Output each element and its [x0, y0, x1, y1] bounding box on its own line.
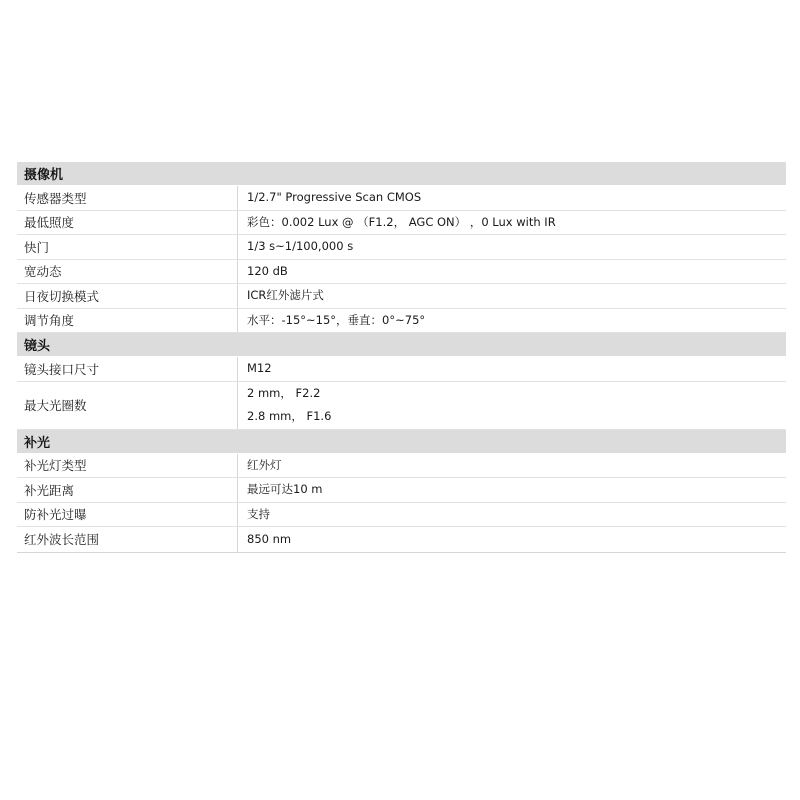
spec-value: [238, 382, 786, 429]
spec-row: [17, 235, 786, 260]
spec-label: 红外波长范围: [17, 527, 238, 552]
spec-value: [238, 503, 786, 527]
spec-value: [238, 454, 786, 478]
spec-value: [238, 235, 786, 259]
spec-value-line: ICR红外滤片式: [247, 288, 324, 303]
spec-value-line: 水平：-15°~15°，垂直：0°~75°: [247, 312, 426, 327]
spec-row: [17, 260, 786, 285]
spec-label: 日夜切换模式: [17, 284, 238, 308]
spec-value: [238, 260, 786, 284]
spec-row: [17, 284, 786, 309]
spec-row: [17, 503, 786, 528]
spec-table: [17, 162, 786, 553]
spec-value-line: 红外灯: [247, 457, 282, 472]
spec-row: [17, 186, 786, 211]
spec-row: [17, 309, 786, 334]
spec-value-line: 2 mm， F2.2: [247, 386, 321, 400]
spec-row: [17, 382, 786, 430]
spec-row: [17, 478, 786, 503]
spec-label: 镜头接口尺寸: [17, 357, 238, 381]
spec-value-line: 2.8 mm， F1.6: [247, 409, 332, 423]
spec-value-line: 彩色：0.002 Lux @ （F1.2， AGC ON） ，0 Lux with IR: [247, 214, 556, 229]
spec-value-line: 支持: [247, 506, 270, 521]
spec-row: [17, 211, 786, 236]
spec-value-line: M12: [247, 361, 272, 376]
spec-value-line: 850 nm: [247, 531, 292, 546]
section-header-lens: 镜头: [17, 333, 786, 357]
spec-label: 快门: [17, 235, 238, 259]
spec-label: 最低照度: [17, 211, 238, 235]
spec-value: [238, 284, 786, 308]
spec-value-line: 最远可达10 m: [247, 482, 323, 497]
spec-value-line: 1/3 s~1/100,000 s: [247, 239, 354, 254]
spec-value: [238, 527, 786, 552]
spec-value: [238, 357, 786, 381]
spec-label: 防补光过曝: [17, 503, 238, 527]
spec-value: [238, 211, 786, 235]
spec-label: 传感器类型: [17, 186, 238, 210]
spec-row: [17, 454, 786, 479]
spec-value: [238, 478, 786, 502]
spec-row: [17, 357, 786, 382]
spec-label: 补光距离: [17, 478, 238, 502]
spec-label: 宽动态: [17, 260, 238, 284]
spec-value: [238, 309, 786, 333]
section-header-camera: 摄像机: [17, 162, 786, 186]
spec-value-line: 120 dB: [247, 263, 288, 278]
spec-label: 补光灯类型: [17, 454, 238, 478]
spec-row: [17, 527, 786, 552]
spec-label: 最大光圈数: [17, 382, 238, 429]
section-header-fill-light: 补光: [17, 430, 786, 454]
spec-value-line: 1/2.7" Progressive Scan CMOS: [247, 190, 422, 205]
spec-value: [238, 186, 786, 210]
spec-label: 调节角度: [17, 309, 238, 333]
